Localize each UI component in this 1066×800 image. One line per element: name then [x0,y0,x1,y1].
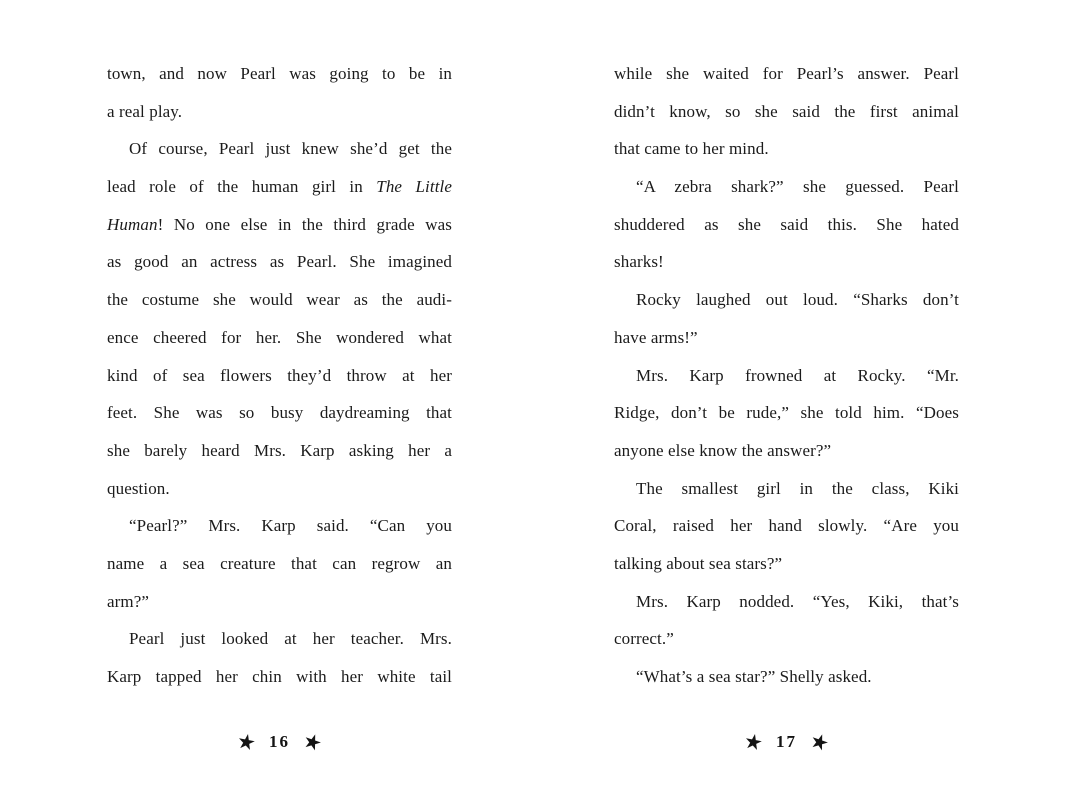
book-title-italic: The Little [376,177,452,197]
text-line: “What’s a sea star?” Shelly asked. [636,667,872,686]
text-line: Coral, raised her hand slowly. “Are you [614,516,959,536]
star-icon: ★ [235,727,259,756]
text-line: talking about sea stars?” [614,553,783,573]
page-left [107,55,452,775]
text-line: Ridge, don’t be rude,” she told him. “Does [614,403,959,423]
text-line: The smallest girl in the class, Kiki [636,478,959,498]
text-line: Mrs. Karp frowned at Rocky. “Mr. [636,365,959,385]
text-line: Pearl just looked at her teacher. Mrs. [129,629,452,649]
text-line: arm?” [107,591,150,611]
text-line: have arms!” [614,327,698,347]
text-line: question. [107,478,170,498]
page-text-right [614,55,959,696]
text-line [107,168,452,206]
text-line: “Pearl?” Mrs. Karp said. “Can you [129,516,452,536]
text-line: “A zebra shark?” she guessed. Pearl [636,177,959,197]
text-segment: lead role of the human girl in [107,177,377,197]
text-line: name a sea creature that can regrow an [107,553,452,573]
text-line: the costume she would wear as the audi- [107,290,452,310]
page-right [614,55,959,775]
book-title-italic: Human [107,214,158,234]
text-line: sharks! [614,252,664,272]
text-line: anyone else know the answer?” [614,440,832,460]
text-line: kind of sea flowers they’d throw at her [107,365,452,385]
text-line: Karp tapped her chin with her white tail [107,667,452,686]
text-line: Of course, Pearl just knew she’d get the [129,139,452,159]
text-line: feet. She was so busy daydreaming that [107,403,452,423]
star-icon: ★ [299,727,326,756]
page-text-left [107,55,452,696]
text-line: Mrs. Karp nodded. “Yes, Kiki, that’s [636,591,959,611]
page-number: 16 [269,732,290,751]
star-icon: ★ [806,727,833,756]
text-line [107,206,452,244]
text-line: she barely heard Mrs. Karp asking her a [107,440,452,460]
star-icon: ★ [742,727,766,756]
page-footer [614,728,959,756]
text-line: correct.” [614,629,674,649]
text-line: while she waited for Pearl’s answer. Pearl [614,64,959,83]
page-footer [107,728,452,756]
text-segment: ! No one else in the third grade was [157,214,452,234]
text-line: Rocky laughed out loud. “Sharks don’t [636,290,959,310]
text-line: as good an actress as Pearl. She imagined [107,252,452,272]
page-number: 17 [776,732,797,751]
text-line: that came to her mind. [614,139,769,159]
text-line: town, and now Pearl was going to be in [107,64,452,83]
text-line: ence cheered for her. She wondered what [107,327,452,347]
text-line: shuddered as she said this. She hated [614,214,959,234]
text-line: didn’t know, so she said the first animal [614,101,959,121]
text-line: a real play. [107,101,183,121]
